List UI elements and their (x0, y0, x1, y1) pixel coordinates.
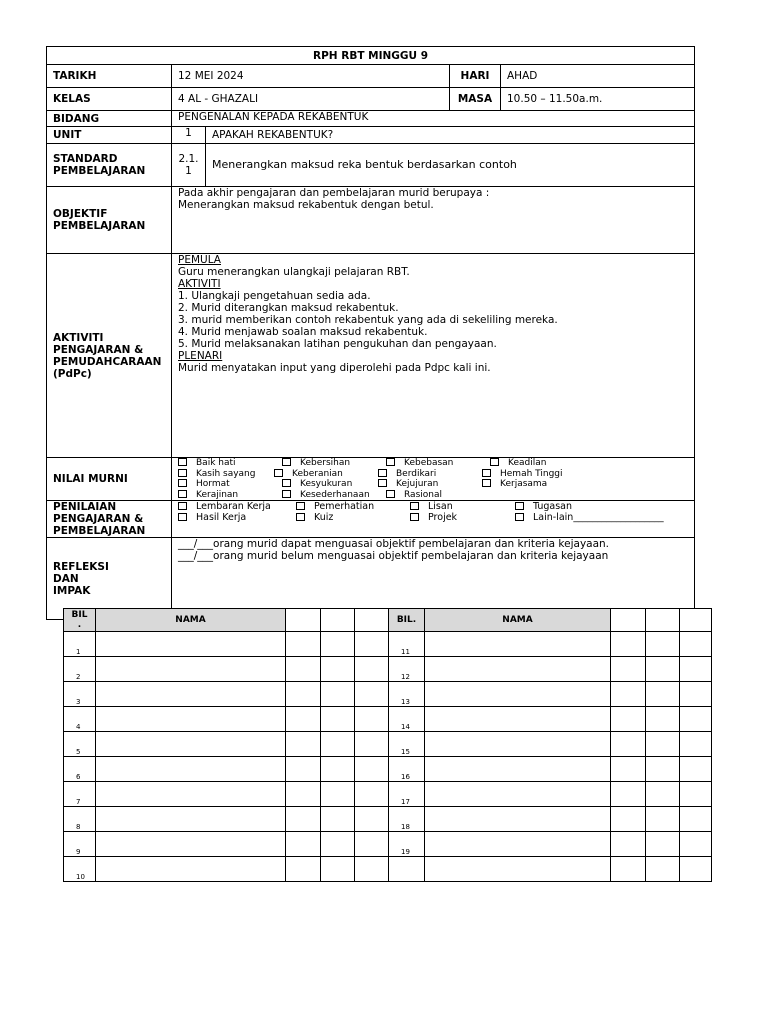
penilaian-list (178, 501, 688, 523)
mark-cell[interactable] (680, 807, 712, 832)
mark-cell[interactable] (355, 757, 389, 782)
nama-cell[interactable] (96, 807, 286, 832)
name-table (63, 608, 712, 882)
checkbox-icon (378, 479, 387, 487)
mark-cell[interactable] (286, 732, 321, 757)
checkbox-icon (410, 513, 419, 521)
table-row (64, 807, 712, 832)
nama-header-right: NAMA (425, 609, 611, 632)
mark-cell[interactable] (321, 832, 355, 857)
table-row (64, 657, 712, 682)
standard-code: 2.1. 1 (172, 144, 206, 187)
nama-cell[interactable] (425, 757, 611, 782)
objektif-cell (172, 187, 695, 254)
nama-cell[interactable] (425, 857, 611, 882)
mark-cell[interactable] (321, 657, 355, 682)
checkbox-icon (482, 479, 491, 487)
mark-cell[interactable] (355, 782, 389, 807)
mark-cell[interactable] (286, 832, 321, 857)
mark-cell[interactable] (611, 632, 646, 657)
masa-label: MASA (450, 88, 501, 111)
objektif-line2: Menerangkan maksud rekabentuk dengan betul. (178, 199, 434, 211)
bil-number: 17 (389, 782, 425, 807)
table-row (64, 707, 712, 732)
mark-cell[interactable] (286, 707, 321, 732)
checkbox-icon (178, 469, 187, 477)
nilai-item[interactable]: Keberanian (274, 469, 378, 480)
aktiviti-step: 1. Ulangkaji pengetahuan sedia ada. (178, 290, 371, 302)
mark-cell[interactable] (355, 857, 389, 882)
masa-value: 10.50 – 11.50a.m. (501, 88, 695, 111)
mark-cell[interactable] (680, 732, 712, 757)
bil-number: 11 (389, 632, 425, 657)
nilai-item[interactable]: Kesederhanaan (282, 490, 386, 501)
bil-number: 16 (389, 757, 425, 782)
nama-cell[interactable] (96, 757, 286, 782)
nama-cell[interactable] (425, 657, 611, 682)
bidang-label: BIDANG (47, 111, 172, 127)
objektif-line1: Pada akhir pengajaran dan pembelajaran murid berupaya : (178, 187, 490, 199)
bil-number: 7 (64, 782, 96, 807)
mark-cell[interactable] (286, 632, 321, 657)
aktiviti-step: 3. murid memberikan contoh rekabentuk yang ada di sekeliling mereka. (178, 314, 558, 326)
nilai-label: NILAI MURNI (47, 458, 172, 501)
nilai-item[interactable]: Keadilan (490, 458, 594, 469)
checkbox-icon (178, 479, 187, 487)
nama-cell[interactable] (96, 857, 286, 882)
nilai-item[interactable]: Kerjasama (482, 479, 586, 490)
checkbox-icon (515, 502, 524, 510)
mark-cell[interactable] (646, 732, 680, 757)
mark-cell[interactable] (321, 757, 355, 782)
tarikh-value: 12 MEI 2024 (172, 65, 450, 88)
mark-cell[interactable] (355, 732, 389, 757)
bil-header-left: BIL . (64, 609, 96, 632)
blank-header (321, 609, 355, 632)
nilai-cell (172, 458, 695, 501)
mark-cell[interactable] (355, 707, 389, 732)
mark-cell[interactable] (646, 857, 680, 882)
blank-header (611, 609, 646, 632)
nama-cell[interactable] (96, 632, 286, 657)
mark-cell[interactable] (321, 682, 355, 707)
unit-label: UNIT (47, 127, 172, 144)
nilai-item[interactable]: Rasional (386, 490, 482, 501)
bil-number: 13 (389, 682, 425, 707)
table-row (64, 857, 712, 882)
checkbox-icon (282, 490, 291, 498)
aktiviti-step: 4. Murid menjawab soalan maksud rekabentuk. (178, 326, 428, 338)
nilai-item[interactable]: Hormat (178, 479, 282, 490)
checkbox-icon (410, 502, 419, 510)
standard-value: Menerangkan maksud reka bentuk berdasarkan contoh (206, 144, 695, 187)
checkbox-icon (386, 458, 395, 466)
mark-cell[interactable] (611, 682, 646, 707)
checkbox-icon (515, 513, 524, 521)
mark-cell[interactable] (680, 757, 712, 782)
pemula-text: Guru menerangkan ulangkaji pelajaran RBT. (178, 266, 410, 278)
checkbox-icon (378, 469, 387, 477)
penilaian-item[interactable]: Hasil Kerja (178, 512, 296, 523)
bil-number: 1 (64, 632, 96, 657)
bil-number: 19 (389, 832, 425, 857)
nama-cell[interactable] (425, 632, 611, 657)
checkbox-icon (178, 458, 187, 466)
mark-cell[interactable] (680, 832, 712, 857)
bil-number: 14 (389, 707, 425, 732)
checkbox-icon (296, 502, 305, 510)
mark-cell[interactable] (680, 857, 712, 882)
nama-cell[interactable] (96, 682, 286, 707)
mark-cell[interactable] (355, 632, 389, 657)
page-title: RPH RBT MINGGU 9 (47, 47, 695, 65)
nama-cell[interactable] (96, 657, 286, 682)
aktiviti-step: 5. Murid melaksanakan latihan pengukuhan dan pengayaan. (178, 338, 497, 350)
bil-number: 4 (64, 707, 96, 732)
nama-cell[interactable] (96, 707, 286, 732)
nama-cell[interactable] (96, 732, 286, 757)
refleksi-line1: ___/___orang murid dapat menguasai objektif pembelajaran dan kriteria kejayaan. (178, 538, 610, 550)
kelas-label: KELAS (47, 88, 172, 111)
table-row (64, 832, 712, 857)
nilai-item[interactable]: Kesyukuran (282, 479, 378, 490)
mark-cell[interactable] (611, 707, 646, 732)
bil-number: 18 (389, 807, 425, 832)
penilaian-item[interactable]: Lain-lain___________________ (515, 512, 685, 523)
bil-number: 10 (64, 857, 96, 882)
mark-cell[interactable] (321, 732, 355, 757)
penilaian-item[interactable]: Kuiz (296, 512, 410, 523)
aktiviti-heading: AKTIVITI (178, 278, 221, 290)
mark-cell[interactable] (355, 682, 389, 707)
mark-cell[interactable] (611, 757, 646, 782)
mark-cell[interactable] (611, 807, 646, 832)
table-row (64, 632, 712, 657)
mark-cell[interactable] (646, 657, 680, 682)
mark-cell[interactable] (321, 857, 355, 882)
plenari-text: Murid menyatakan input yang diperolehi pada Pdpc kali ini. (178, 362, 491, 374)
checkbox-icon (490, 458, 499, 466)
penilaian-item[interactable]: Projek (410, 512, 515, 523)
blank-header (355, 609, 389, 632)
bil-number: 3 (64, 682, 96, 707)
checkbox-icon (296, 513, 305, 521)
bil-number: 8 (64, 807, 96, 832)
mark-cell[interactable] (646, 832, 680, 857)
mark-cell[interactable] (611, 657, 646, 682)
mark-cell[interactable] (321, 707, 355, 732)
mark-cell[interactable] (355, 832, 389, 857)
penilaian-item[interactable]: Lisan (410, 501, 515, 512)
table-row (64, 732, 712, 757)
bil-number (389, 857, 425, 882)
mark-cell[interactable] (680, 782, 712, 807)
nama-cell[interactable] (425, 682, 611, 707)
nama-cell[interactable] (425, 732, 611, 757)
mark-cell[interactable] (680, 707, 712, 732)
nilai-list (178, 458, 688, 500)
mark-cell[interactable] (611, 857, 646, 882)
hari-value: AHAD (501, 65, 695, 88)
nilai-item[interactable]: Berdikari (378, 469, 482, 480)
nilai-item[interactable]: Kerajinan (178, 490, 282, 501)
bidang-value: PENGENALAN KEPADA REKABENTUK (172, 111, 695, 127)
name-rows (64, 632, 712, 882)
penilaian-label: PENILAIAN PENGAJARAN & PEMBELAJARAN (47, 501, 172, 538)
rph-table (46, 46, 695, 620)
checkbox-icon (482, 469, 491, 477)
nilai-item[interactable]: Kebersihan (282, 458, 386, 469)
table-row (64, 757, 712, 782)
table-row (64, 682, 712, 707)
aktiviti-label: AKTIVITI PENGAJARAN & PEMUDAHCARAAN (PdPc) (47, 254, 172, 458)
bil-header-right: BIL. (389, 609, 425, 632)
kelas-value: 4 AL - GHAZALI (172, 88, 450, 111)
table-row (64, 782, 712, 807)
mark-cell[interactable] (646, 632, 680, 657)
aktiviti-step: 2. Murid diterangkan maksud rekabentuk. (178, 302, 399, 314)
penilaian-item[interactable]: Pemerhatian (296, 501, 410, 512)
tarikh-label: TARIKH (47, 65, 172, 88)
mark-cell[interactable] (611, 832, 646, 857)
mark-cell[interactable] (646, 782, 680, 807)
penilaian-item[interactable]: Tugasan (515, 501, 685, 512)
bil-number: 2 (64, 657, 96, 682)
bil-number: 6 (64, 757, 96, 782)
nilai-item[interactable]: Kasih sayang (178, 469, 274, 480)
refleksi-label: REFLEKSI DAN IMPAK (47, 538, 172, 620)
checkbox-icon (282, 458, 291, 466)
nama-header-left: NAMA (96, 609, 286, 632)
nama-cell[interactable] (425, 782, 611, 807)
penilaian-cell (172, 501, 695, 538)
mark-cell[interactable] (611, 732, 646, 757)
checkbox-icon (178, 490, 187, 498)
nilai-item[interactable]: Hemah Tinggi (482, 469, 586, 480)
mark-cell[interactable] (611, 782, 646, 807)
mark-cell[interactable] (321, 782, 355, 807)
nama-cell[interactable] (425, 832, 611, 857)
mark-cell[interactable] (646, 682, 680, 707)
penilaian-item[interactable]: Lembaran Kerja (178, 501, 296, 512)
bil-number: 5 (64, 732, 96, 757)
mark-cell[interactable] (680, 682, 712, 707)
blank-header (646, 609, 680, 632)
mark-cell[interactable] (680, 657, 712, 682)
blank-header (680, 609, 712, 632)
mark-cell[interactable] (286, 657, 321, 682)
unit-number: 1 (172, 127, 206, 144)
mark-cell[interactable] (286, 857, 321, 882)
mark-cell[interactable] (646, 707, 680, 732)
checkbox-icon (282, 479, 291, 487)
mark-cell[interactable] (321, 807, 355, 832)
nilai-item[interactable]: Baik hati (178, 458, 282, 469)
pemula-heading: PEMULA (178, 254, 221, 266)
nama-cell[interactable] (425, 707, 611, 732)
mark-cell[interactable] (680, 632, 712, 657)
nama-cell[interactable] (96, 832, 286, 857)
unit-value: APAKAH REKABENTUK? (206, 127, 695, 144)
mark-cell[interactable] (355, 657, 389, 682)
refleksi-line2: ___/___orang murid belum menguasai objektif pembelajaran dan kriteria kejayaan (178, 550, 609, 562)
mark-cell[interactable] (321, 632, 355, 657)
bil-number: 12 (389, 657, 425, 682)
nama-cell[interactable] (425, 807, 611, 832)
hari-label: HARI (450, 65, 501, 88)
checkbox-icon (386, 490, 395, 498)
mark-cell[interactable] (286, 757, 321, 782)
mark-cell[interactable] (355, 807, 389, 832)
nilai-item[interactable]: Kebebasan (386, 458, 490, 469)
blank-header (286, 609, 321, 632)
mark-cell[interactable] (286, 682, 321, 707)
checkbox-icon (274, 469, 283, 477)
mark-cell[interactable] (286, 807, 321, 832)
standard-label: STANDARD PEMBELAJARAN (47, 144, 172, 187)
mark-cell[interactable] (646, 807, 680, 832)
bil-number: 15 (389, 732, 425, 757)
aktiviti-cell (172, 254, 695, 458)
bil-number: 9 (64, 832, 96, 857)
nama-cell[interactable] (96, 782, 286, 807)
mark-cell[interactable] (646, 757, 680, 782)
nilai-item[interactable]: Kejujuran (378, 479, 482, 490)
checkbox-icon (178, 502, 187, 510)
plenari-heading: PLENARI (178, 350, 223, 362)
objektif-label: OBJEKTIF PEMBELAJARAN (47, 187, 172, 254)
checkbox-icon (178, 513, 187, 521)
mark-cell[interactable] (286, 782, 321, 807)
